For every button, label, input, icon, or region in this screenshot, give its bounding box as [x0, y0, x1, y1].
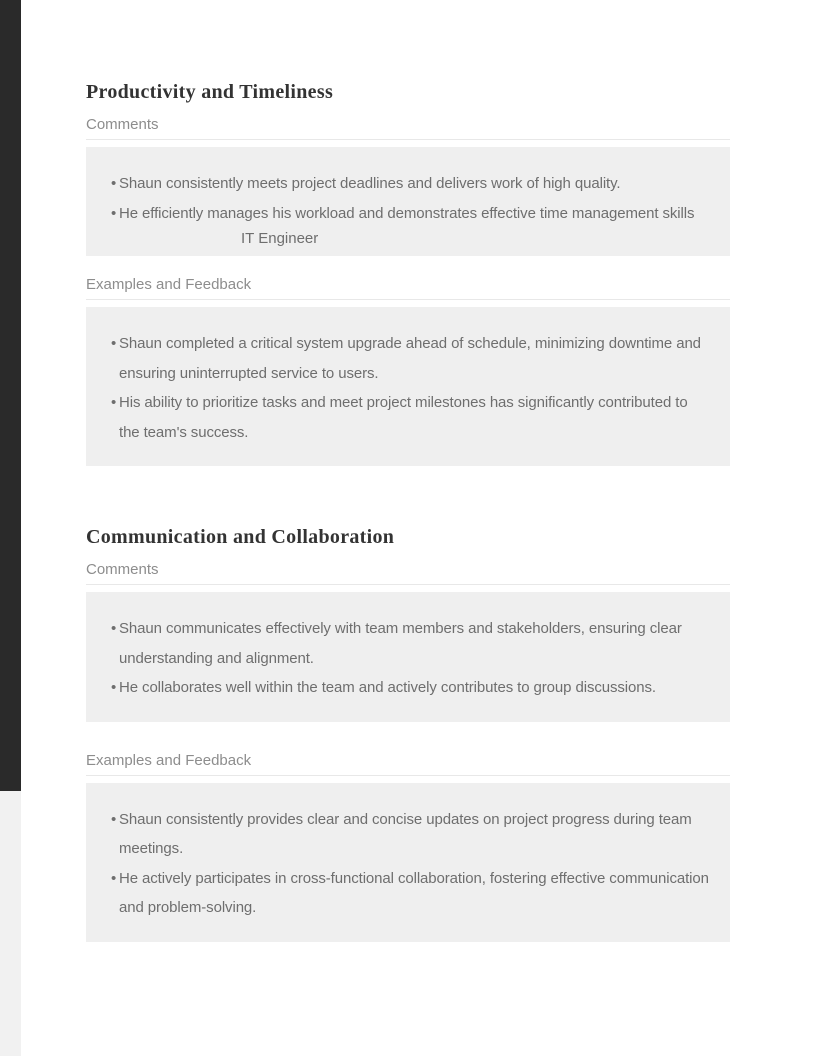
field-label-comments: Comments — [86, 561, 730, 585]
examples-feedback-box — [86, 783, 730, 942]
bullet-icon: • — [111, 810, 117, 828]
section-productivity-and-timeliness — [86, 81, 730, 466]
bullet-icon: • — [111, 394, 117, 411]
bullet-icon: • — [111, 335, 117, 352]
bullet-list — [111, 614, 710, 703]
bullet-point — [111, 614, 710, 673]
section-title: Productivity and Timeliness — [86, 81, 334, 103]
bullet-list — [111, 329, 710, 447]
bullet-text: Shaun consistently meets project deadlines and delivers work of high quality. — [119, 175, 621, 192]
bullet-point — [111, 864, 710, 923]
bullet-text: He efficiently manages his workload and demonstrates effective time management skills — [119, 204, 695, 222]
left-accent-bar — [0, 0, 21, 791]
bullet-point — [111, 388, 710, 447]
section-title: Communication and Collaboration — [86, 526, 395, 548]
bullet-text: He actively participates in cross-functional collaboration, fostering effective communication and problem-solving. — [119, 869, 709, 916]
bullet-text: Shaun consistently provides clear and concise updates on project progress during team meetings. — [119, 810, 692, 857]
comments-box — [86, 147, 730, 256]
bullet-list — [111, 805, 710, 923]
left-accent-bar-lower — [0, 791, 21, 1056]
bullet-point — [111, 805, 710, 864]
examples-feedback-box — [86, 307, 730, 466]
bullet-icon: • — [111, 175, 117, 192]
bullet-text: Shaun completed a critical system upgrade ahead of schedule, minimizing downtime and ensuring uninterrupted service to users. — [119, 335, 701, 382]
document-content — [86, 0, 730, 942]
bullet-text: He collaborates well within the team and actively contributes to group discussions. — [119, 679, 656, 696]
comments-box — [86, 592, 730, 722]
section-communication-and-collaboration — [86, 526, 730, 942]
bullet-icon: • — [111, 204, 117, 222]
job-title-value: IT Engineer — [241, 230, 319, 247]
bullet-icon: • — [111, 869, 117, 887]
field-label-examples-feedback: Examples and Feedback — [86, 752, 730, 776]
field-label-comments: Comments — [86, 116, 730, 140]
bullet-point — [111, 673, 710, 703]
bullet-icon: • — [111, 679, 117, 696]
bullet-text: Shaun communicates effectively with team members and stakeholders, ensuring clear understanding and alignment. — [119, 620, 682, 667]
bullet-point — [111, 329, 710, 388]
field-label-examples-feedback: Examples and Feedback — [86, 276, 730, 300]
bullet-point — [111, 199, 710, 229]
bullet-icon: • — [111, 620, 117, 637]
bullet-list — [111, 169, 710, 228]
bullet-point — [111, 169, 710, 199]
bullet-text: His ability to prioritize tasks and meet project milestones has significantly contributed to the team's success. — [119, 394, 688, 441]
